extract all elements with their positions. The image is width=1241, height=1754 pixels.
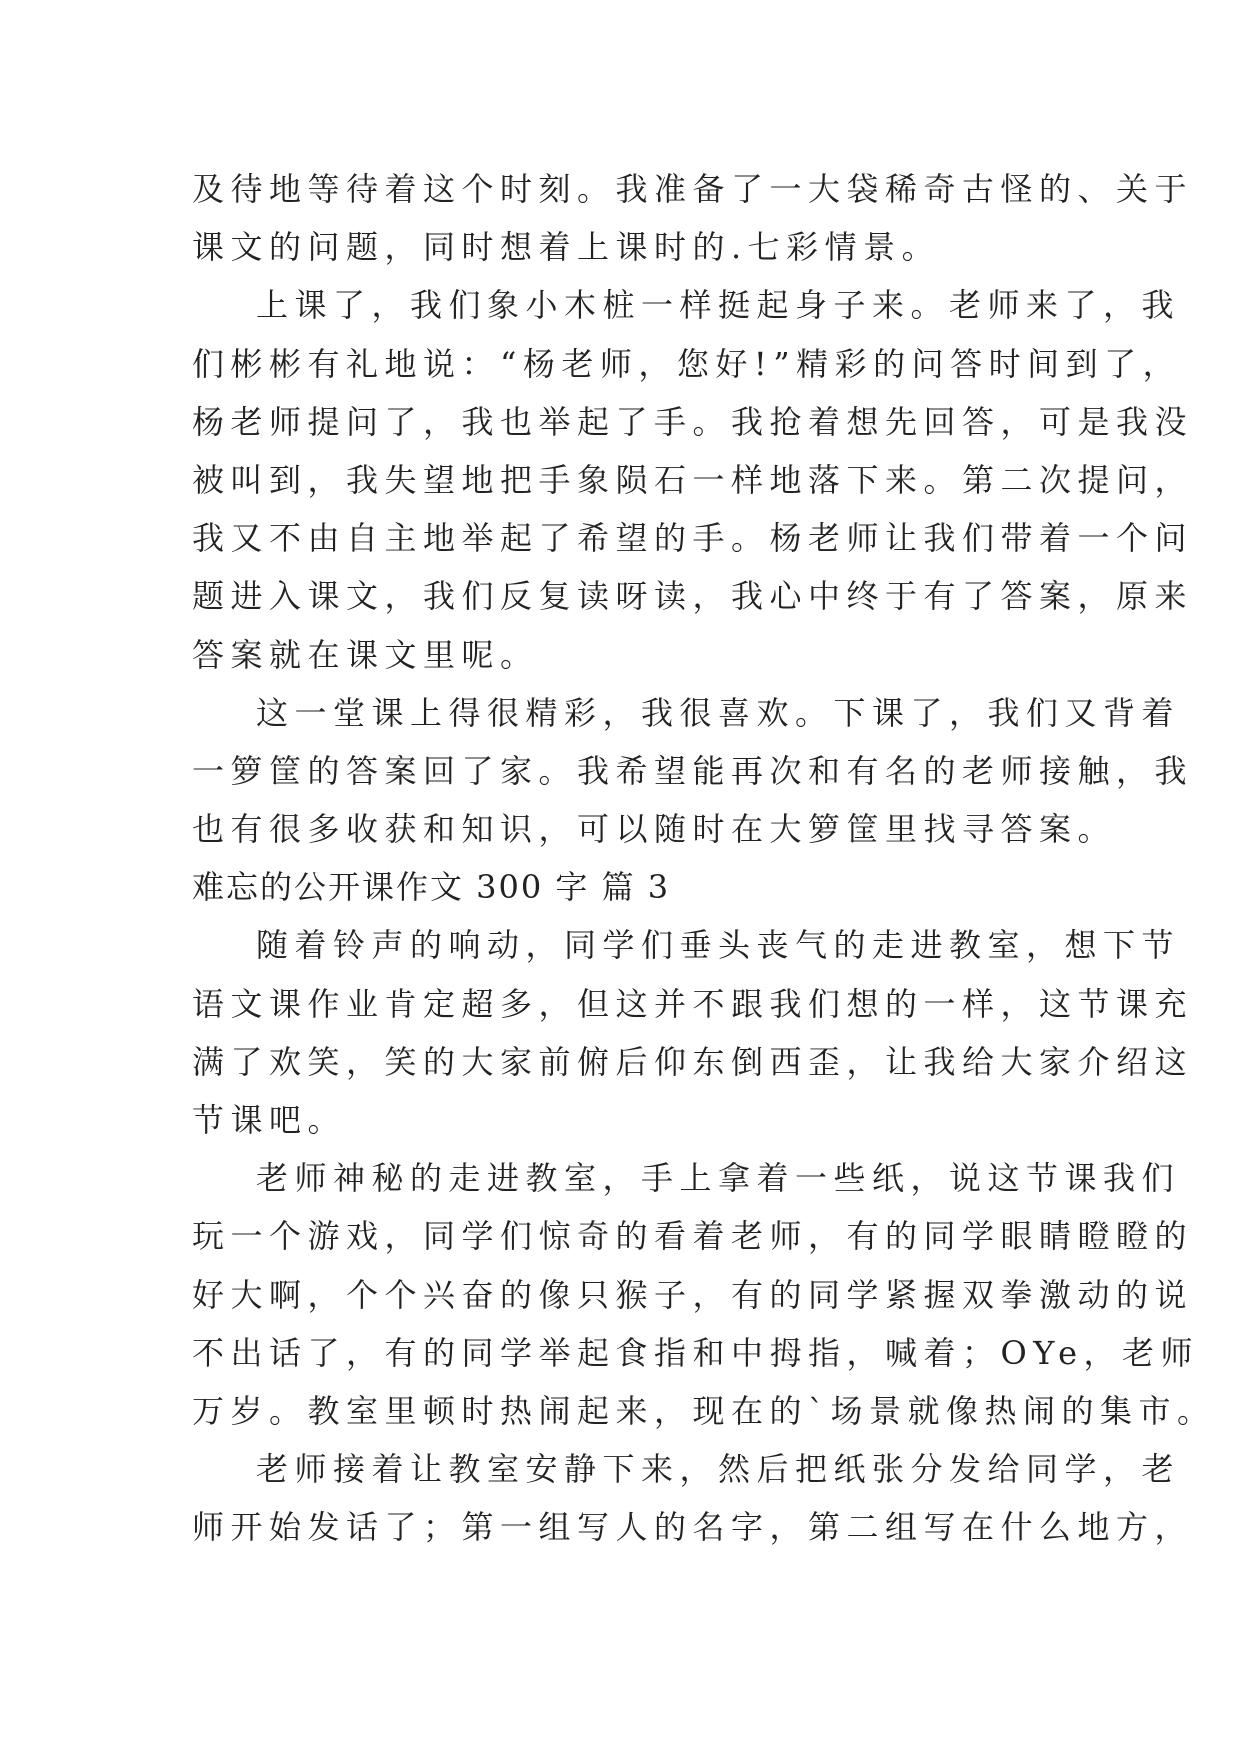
text-line: 师开始发话了；第一组写人的名字，第二组写在什么地方， [192, 1508, 1194, 1547]
text-line: 随着铃声的响动，同学们垂头丧气的走进教室，想下节 [256, 926, 1181, 965]
section-heading: 难忘的公开课作文 300 字 篇 3 [192, 868, 671, 907]
text-line: 答案就在课文里呢。 [192, 635, 539, 674]
text-line: 这一堂课上得很精彩，我很喜欢。下课了，我们又背着 [256, 693, 1181, 732]
text-line: 课文的问题，同时想着上课时的.七彩情景。 [192, 228, 941, 267]
text-line: 万岁。教室里顿时热闹起来，现在的`场景就像热闹的集市。 [192, 1391, 1216, 1430]
text-line: 玩一个游戏，同学们惊奇的看着老师，有的同学眼睛瞪瞪的 [192, 1217, 1194, 1256]
text-line: 一箩筐的答案回了家。我希望能再次和有名的老师接触，我 [192, 751, 1194, 790]
text-line: 上课了，我们象小木桩一样挺起身子来。老师来了，我 [256, 286, 1181, 325]
text-line: 被叫到，我失望地把手象陨石一样地落下来。第二次提问， [192, 460, 1194, 499]
text-line: 节课吧。 [192, 1101, 347, 1139]
text-line: 我又不由自主地举起了希望的手。杨老师让我们带着一个问 [192, 519, 1194, 558]
text-line: 杨老师提问了，我也举起了手。我抢着想先回答，可是我没 [192, 402, 1194, 441]
text-line: 不出话了，有的同学举起食指和中拇指，喊着；OYe，老师 [192, 1333, 1200, 1372]
text-line: 题进入课文，我们反复读呀读，我心中终于有了答案，原来 [192, 577, 1194, 616]
document-body [192, 160, 1216, 1557]
text-line: 们彬彬有礼地说：“杨老师，您好!”精彩的问答时间到了， [192, 344, 1182, 383]
text-line: 老师接着让教室安静下来，然后把纸张分发给同学，老 [256, 1450, 1181, 1489]
text-line: 语文课作业肯定超多，但这并不跟我们想的一样，这节课充 [192, 984, 1194, 1023]
text-line: 满了欢笑，笑的大家前俯后仰东倒西歪，让我给大家介绍这 [192, 1042, 1194, 1081]
text-line: 好大啊，个个兴奋的像只猴子，有的同学紧握双拳激动的说 [192, 1275, 1194, 1314]
text-line: 老师神秘的走进教室，手上拿着一些纸，说这节课我们 [256, 1159, 1181, 1198]
text-line: 及待地等待着这个时刻。我准备了一大袋稀奇古怪的、关于 [192, 170, 1194, 208]
text-line: 也有很多收获和知识，可以随时在大箩筐里找寻答案。 [192, 810, 1117, 849]
